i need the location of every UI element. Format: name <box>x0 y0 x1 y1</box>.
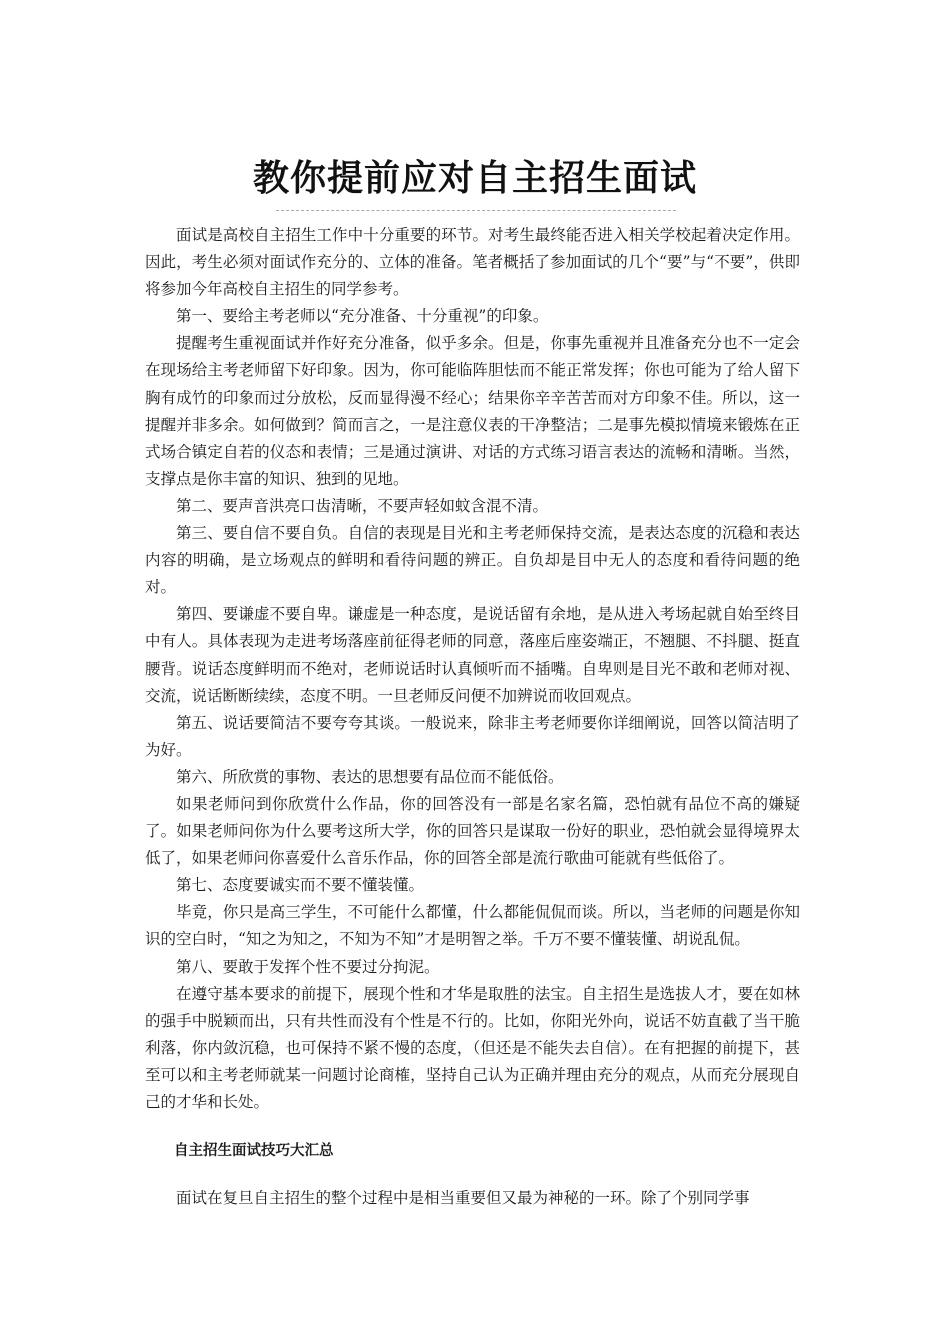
paragraph-point-7-detail: 毕竟，你只是高三学生，不可能什么都懂，什么都能侃侃而谈。所以，当老师的问题是你知识的空白时，“知之为知之，不知为不知”才是明智之举。千万不要不懂装懂、胡说乱侃。 <box>145 903 800 949</box>
title-divider <box>276 210 676 211</box>
section-heading: 自主招生面试技巧大汇总 <box>174 1143 334 1160</box>
paragraph-point-7: 第七、态度要诚实而不要不懂装懂。 <box>176 876 425 895</box>
paragraph-point-1: 第一、要给主考老师以“充分准备、十分重视”的印象。 <box>176 307 549 326</box>
paragraph-point-5: 第五、说话要简洁不要夸夸其谈。一般说来，除非主考老师要你详细阐说，回答以简洁明了为好。 <box>145 713 800 759</box>
paragraph-point-8: 第八、要敢于发挥个性不要过分拘泥。 <box>176 957 440 976</box>
paragraph-point-1-detail: 提醒考生重视面试并作好充分准备，似乎多余。但是，你事先重视并且准备充分也不一定会在现场给主考老师留下好印象。因为，你可能临阵胆怯而不能正常发挥；你也可能为了给人留下胸有成竹的印象而过分放松，反而显得漫不经心；结果你辛辛苦苦而对方印象不佳。所以，这一提醒并非多余。如何做到？简而言之，一是注意仪表的干净整洁；二是事先模拟情境来锻炼在正式场合镇定自若的仪态和表情；三是通过演讲、对话的方式练习语言表达的流畅和清晰。当然，支撑点是你丰富的知识、独到的见地。 <box>145 334 800 488</box>
article-body <box>145 222 800 1212</box>
paragraph-point-6-detail: 如果老师问到你欣赏什么作品，你的回答没有一部是名家名篇，恐怕就有品位不高的嫌疑了。如果老师问你为什么要考这所大学，你的回答只是谋取一份好的职业，恐怕就会显得境界太低了，如果老师问你喜爱什么音乐作品，你的回答全部是流行歌曲可能就有些低俗了。 <box>145 794 800 868</box>
paragraph-point-8-detail: 在遵守基本要求的前提下，展现个性和才华是取胜的法宝。自主招生是选拔人才，要在如林的强手中脱颖而出，只有共性而没有个性是不行的。比如，你阳光外向，说话不妨直截了当干脆利落，你内敛沉稳，也可保持不紧不慢的态度，（但还是不能失去自信）。在有把握的前提下，甚至可以和主考老师就某一问题讨论商榷，坚持自己认为正确并理由充分的观点，从而充分展现自己的才华和长处。 <box>145 984 800 1111</box>
paragraph-point-6: 第六、所欣赏的事物、表达的思想要有品位而不能低俗。 <box>176 767 564 786</box>
page-title: 教你提前应对自主招生面试 <box>252 158 697 199</box>
paragraph-point-3: 第三、要自信不要自负。自信的表现是目光和主考老师保持交流，是表达态度的沉稳和表达内容的明确，是立场观点的鲜明和看待问题的辨正。自负却是目中无人的态度和看待问题的绝对。 <box>145 524 800 597</box>
paragraph-intro: 面试是高校自主招生工作中十分重要的环节。对考生最终能否进入相关学校起着决定作用。因此，考生必须对面试作充分的、立体的准备。笔者概括了参加面试的几个“要”与“不要”，供即将参加今年高校自主招生的同学参考。 <box>145 226 800 299</box>
paragraph-final: 面试在复旦自主招生的整个过程中是相当重要但又最为神秘的一环。除了个别同学事 <box>176 1189 750 1208</box>
paragraph-point-4: 第四、要谦虚不要自卑。谦虚是一种态度，是说话留有余地，是从进入考场起就自始至终目中有人。具体表现为走进考场落座前征得老师的同意，落座后座姿端正，不翘腿、不抖腿、挺直腰背。说话态度鲜明而不绝对，老师说话时认真倾听而不插嘴。自卑则是目光不敢和老师对视、交流，说话断断续续，态度不明。一旦老师反问便不加辨说而收回观点。 <box>145 605 800 705</box>
paragraph-point-2: 第二、要声音洪亮口齿清晰，不要声轻如蚊含混不清。 <box>176 496 549 515</box>
